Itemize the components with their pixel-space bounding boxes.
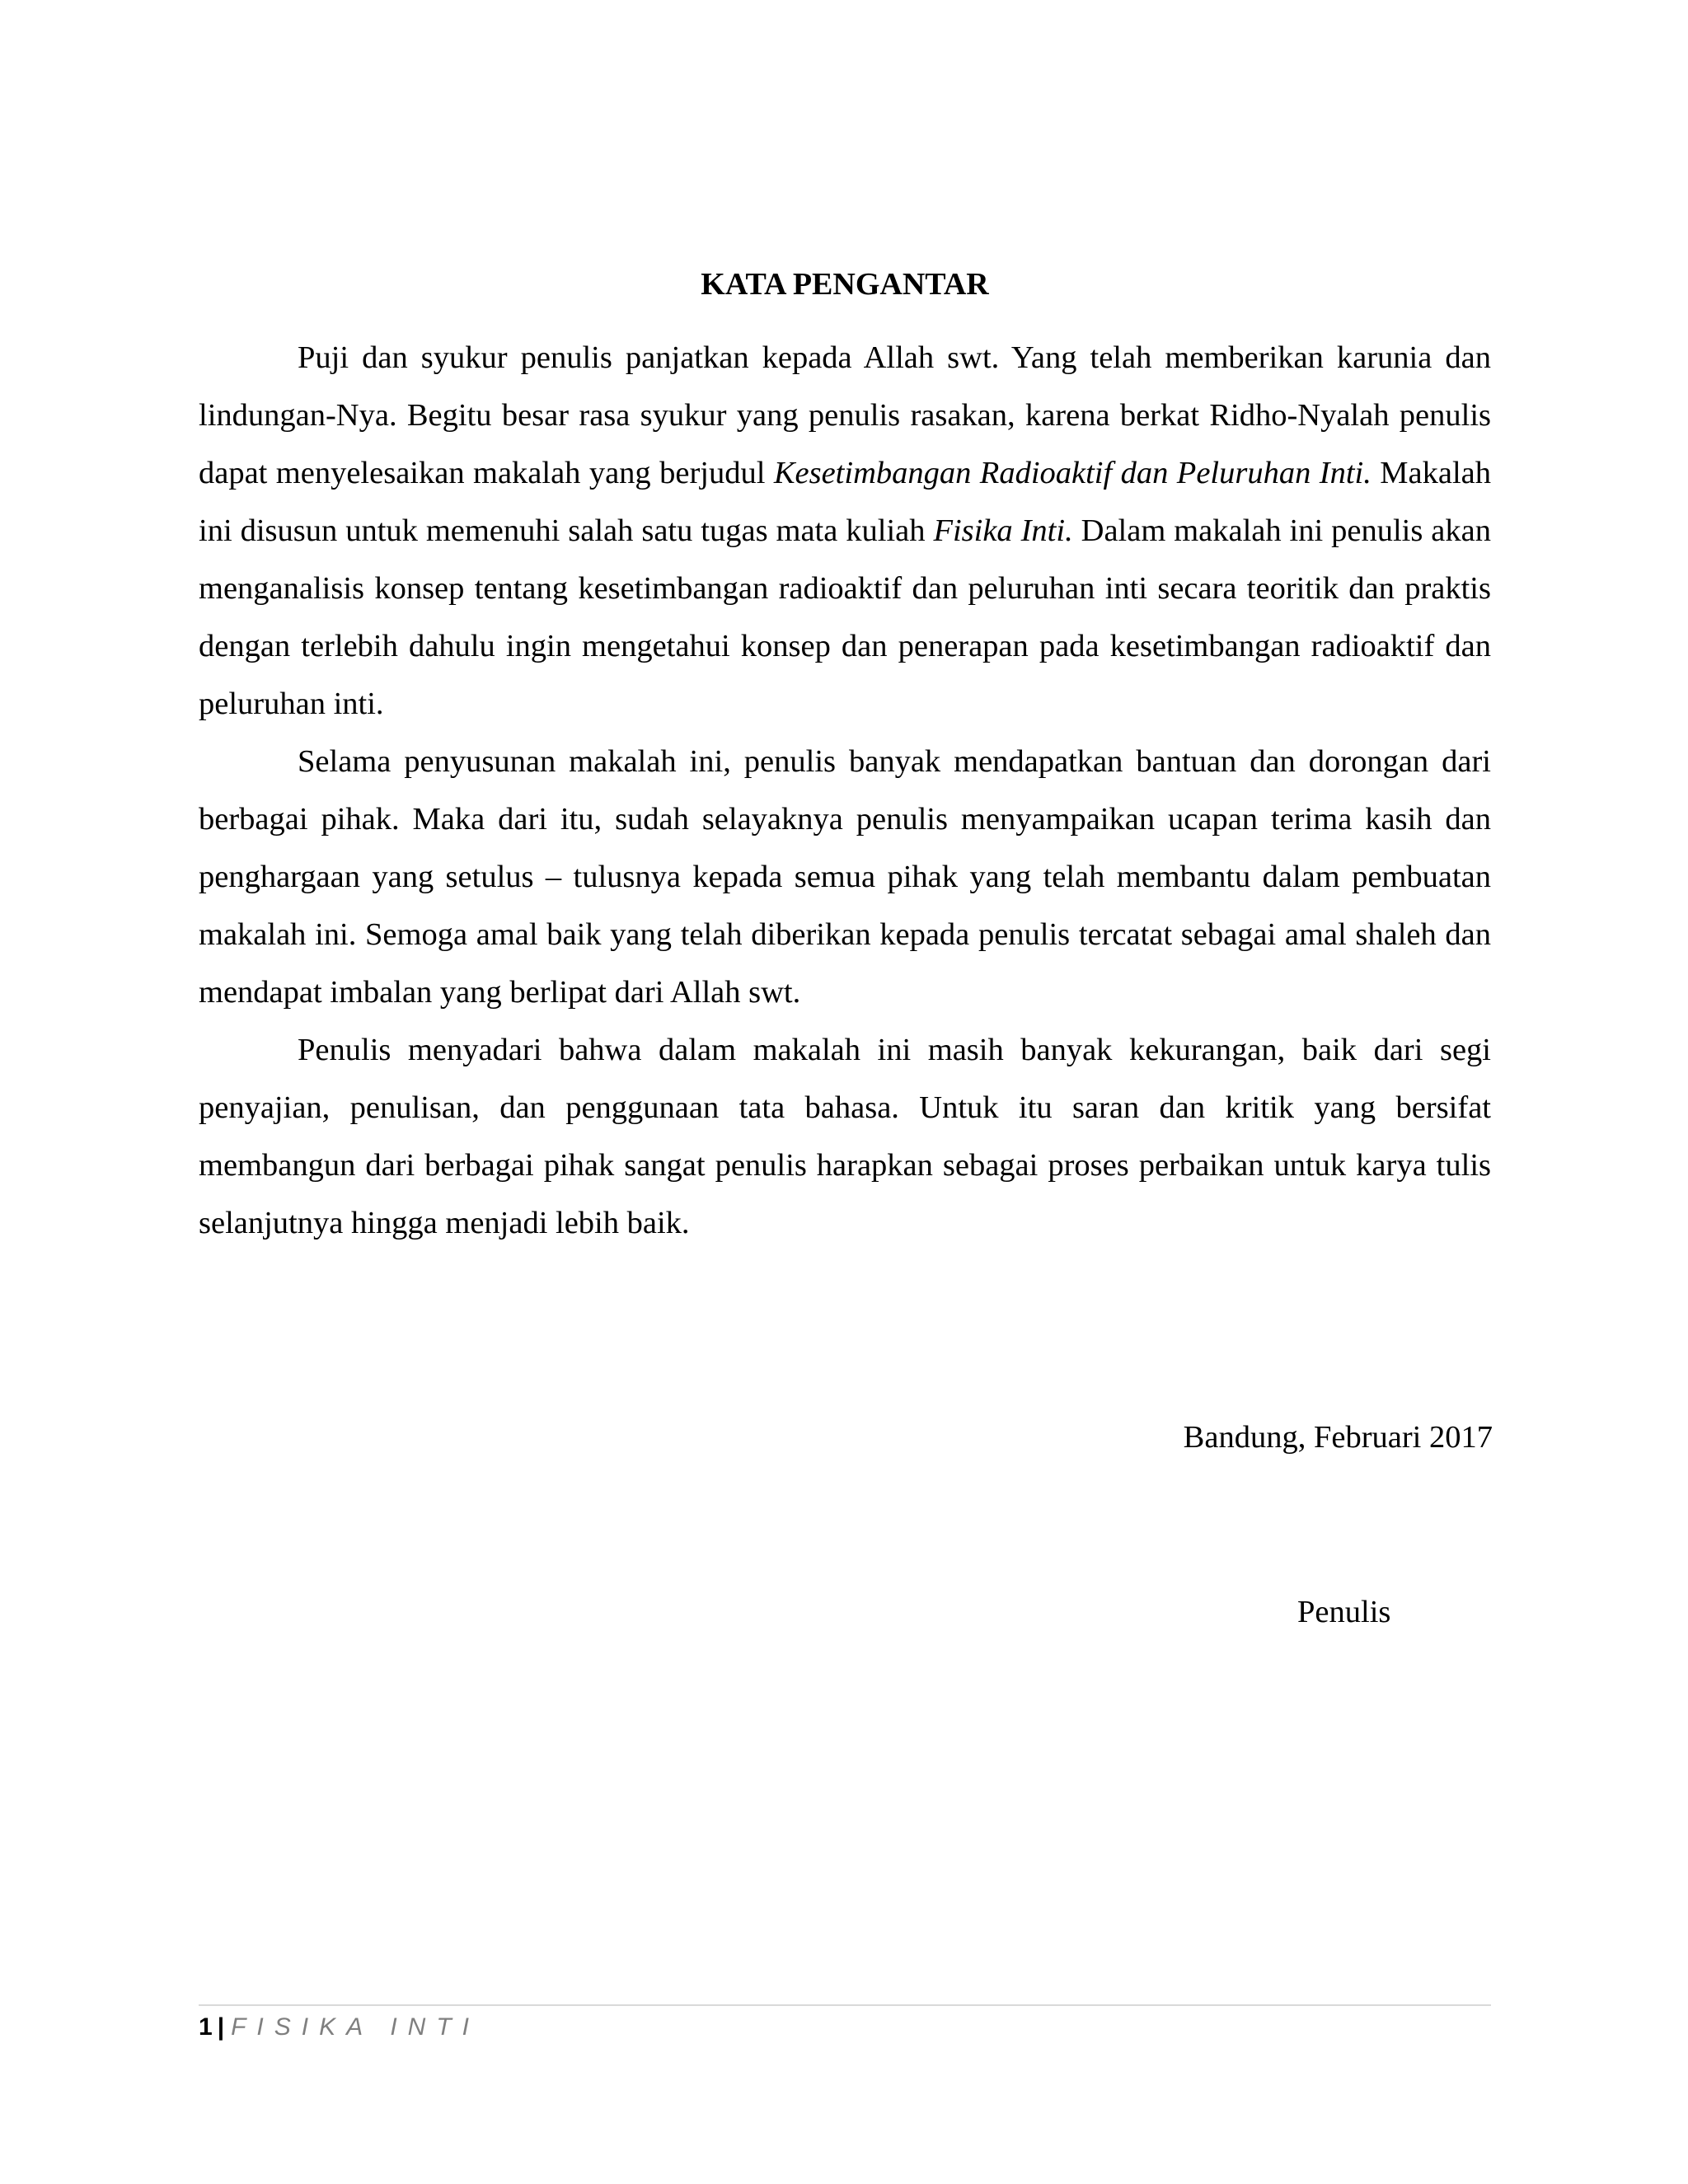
- paragraph-1-text-a: Puji dan syukur penulis panjatkan kepada Allah swt. Yang telah memberikan karunia dan lindungan-Nya. Begitu besar rasa syukur yang penulis rasakan, karena berkat Ridho-Nyalah penulis dapat menyelesaikan makalah yang berjudul: [199, 340, 1491, 490]
- footer-divider: [199, 2004, 1491, 2006]
- paragraph-2: Selama penyusunan makalah ini, penulis banyak mendapatkan bantuan dan dorongan dari berbagai pihak. Maka dari itu, sudah selayaknya penulis menyampaikan ucapan terima kasih dan penghargaan yang setulus – tulusnya kepada semua pihak yang telah membantu dalam pembuatan makalah ini. Semoga amal baik yang telah diberikan kepada penulis tercatat sebagai amal shaleh dan mendapat imbalan yang berlipat dari Allah swt.: [199, 744, 1491, 1010]
- document-body: [199, 260, 1491, 1252]
- footer-separator: |: [217, 2013, 225, 2041]
- paper-title-italic: Kesetimbangan Radioaktif dan Peluruhan Inti.: [773, 456, 1372, 490]
- paragraph-3: Penulis menyadari bahwa dalam makalah ini masih banyak kekurangan, baik dari segi penyajian, penulisan, dan penggunaan tata bahasa. Untuk itu saran dan kritik yang bersifat membangun dari berbagai pihak sangat penulis harapkan sebagai proses perbaikan untuk karya tulis selanjutnya hingga menjadi lebih baik.: [199, 1033, 1491, 1240]
- footer-label: FISIKA INTI: [231, 2013, 480, 2041]
- paragraph-1: [199, 329, 1491, 733]
- paragraph-1-text-b: Makalah ini disusun untuk memenuhi salah satu tugas mata kuliah: [199, 456, 1491, 548]
- page-number: 1: [199, 2013, 213, 2041]
- page-title: KATA PENGANTAR: [701, 267, 989, 302]
- page-footer: [199, 2011, 480, 2044]
- place-date: Bandung, Februari 2017: [1183, 1420, 1493, 1455]
- author-signature: Penulis: [1297, 1595, 1391, 1629]
- course-name-italic: Fisika Inti.: [933, 513, 1073, 548]
- paragraph-1-text-c: Dalam makalah ini penulis akan menganalisis konsep tentang kesetimbangan radioaktif dan peluruhan inti secara teoritik dan praktis dengan terlebih dahulu ingin mengetahui konsep dan penerapan pada kesetimbangan radioaktif dan peluruhan inti.: [199, 513, 1491, 721]
